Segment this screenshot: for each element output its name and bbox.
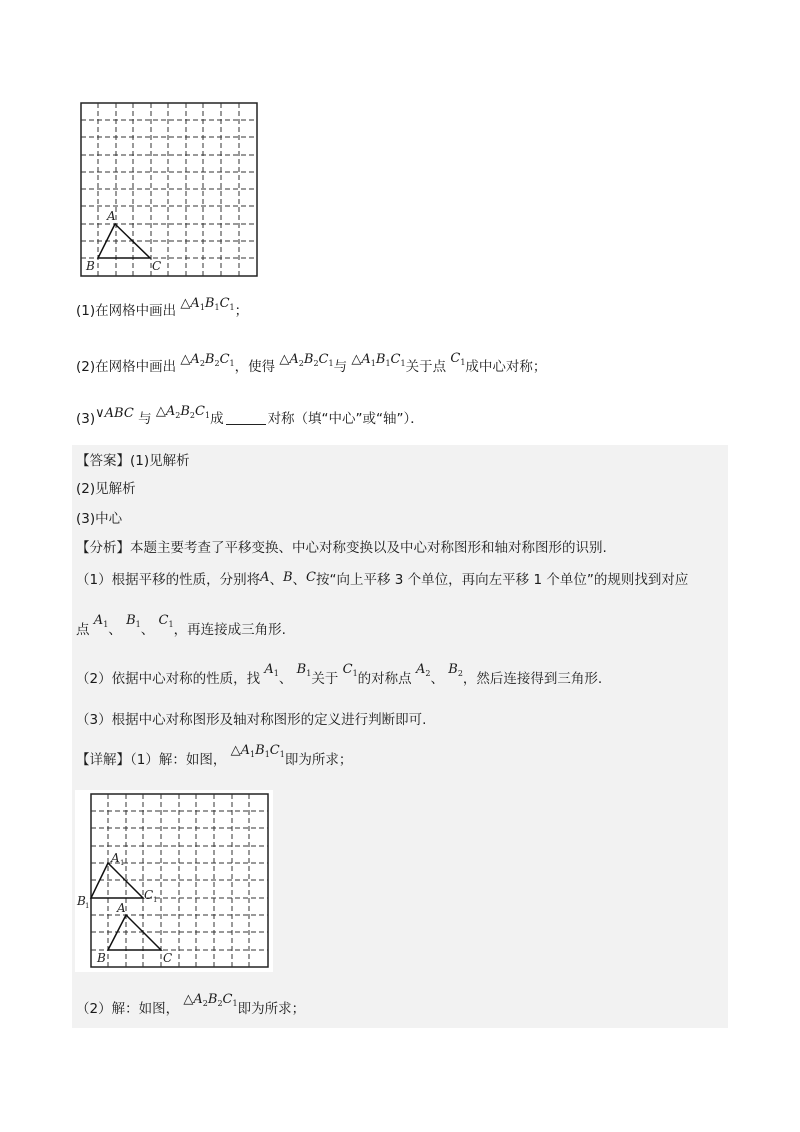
label-b: B bbox=[86, 259, 95, 273]
analysis-head-line: 【分析】本题主要考查了平移变换、中心对称变换以及中心对称图形和轴对称图形的识别. bbox=[76, 540, 607, 556]
analysis-p1-cont: 点 $A_1$、 $B_1$、 $C_1$，再连接成三角形. bbox=[76, 613, 286, 638]
analysis-head: 【分析】 bbox=[76, 540, 130, 556]
answer-blank bbox=[226, 412, 266, 425]
figure-grid-original bbox=[76, 100, 262, 282]
label-c1-sub: 1 bbox=[153, 896, 158, 904]
label-c1: C bbox=[144, 888, 154, 902]
label-a1: A bbox=[111, 851, 120, 865]
label-b1-sub: 1 bbox=[85, 902, 90, 910]
analysis-p1: （1）根据平移的性质，分别将A、B、C按“向上平移 3 个单位，再向左平移 1 个单位”的规则找到对应 bbox=[76, 570, 689, 588]
label-a1-sub: 1 bbox=[120, 859, 125, 867]
label-c: C bbox=[163, 951, 173, 965]
answer-line-2: (2)见解析 bbox=[76, 481, 136, 497]
label-a: A bbox=[107, 209, 116, 223]
detail-p1: 【详解】（1）解：如图， $\triangle A_1B_1C_1$即为所求； bbox=[76, 743, 353, 768]
label-b: B bbox=[97, 951, 106, 965]
question-1: (1)在网格中画出 $\triangle A_1B_1C_1$； bbox=[76, 296, 249, 319]
question-3: (3)∨ABC 与 $\triangle A_2B_2C_1$成 对称（填“中心”或“轴”）． bbox=[76, 404, 424, 427]
label-b1: B bbox=[77, 894, 86, 908]
label-c: C bbox=[152, 259, 162, 273]
question-2: (2)在网格中画出 $\triangle A_2B_2C_1$，使得 $\triangle A_2B_2C_1$与 $\triangle A_1B_1C_1$关于点 $C_1$成中心对称； bbox=[76, 351, 547, 375]
analysis-p3: （3）根据中心对称图形及轴对称图形的定义进行判断即可. bbox=[76, 712, 427, 728]
answer-line-1: 【答案】(1)见解析 bbox=[76, 453, 190, 469]
figure-grid-translated bbox=[75, 790, 273, 972]
answer-head: 【答案】 bbox=[76, 453, 130, 469]
analysis-p2: （2）依据中心对称的性质，找 $A_1$、 $B_1$关于 $C_1$的对称点 $A_2$、 $B_2$，然后连接得到三角形. bbox=[76, 662, 603, 687]
detail-p2: （2）解：如图， $\triangle A_2B_2C_1$即为所求； bbox=[76, 992, 306, 1017]
detail-head: 【详解】 bbox=[76, 752, 130, 768]
label-a: A bbox=[117, 901, 126, 915]
answer-line-3: (3)中心 bbox=[76, 511, 123, 527]
